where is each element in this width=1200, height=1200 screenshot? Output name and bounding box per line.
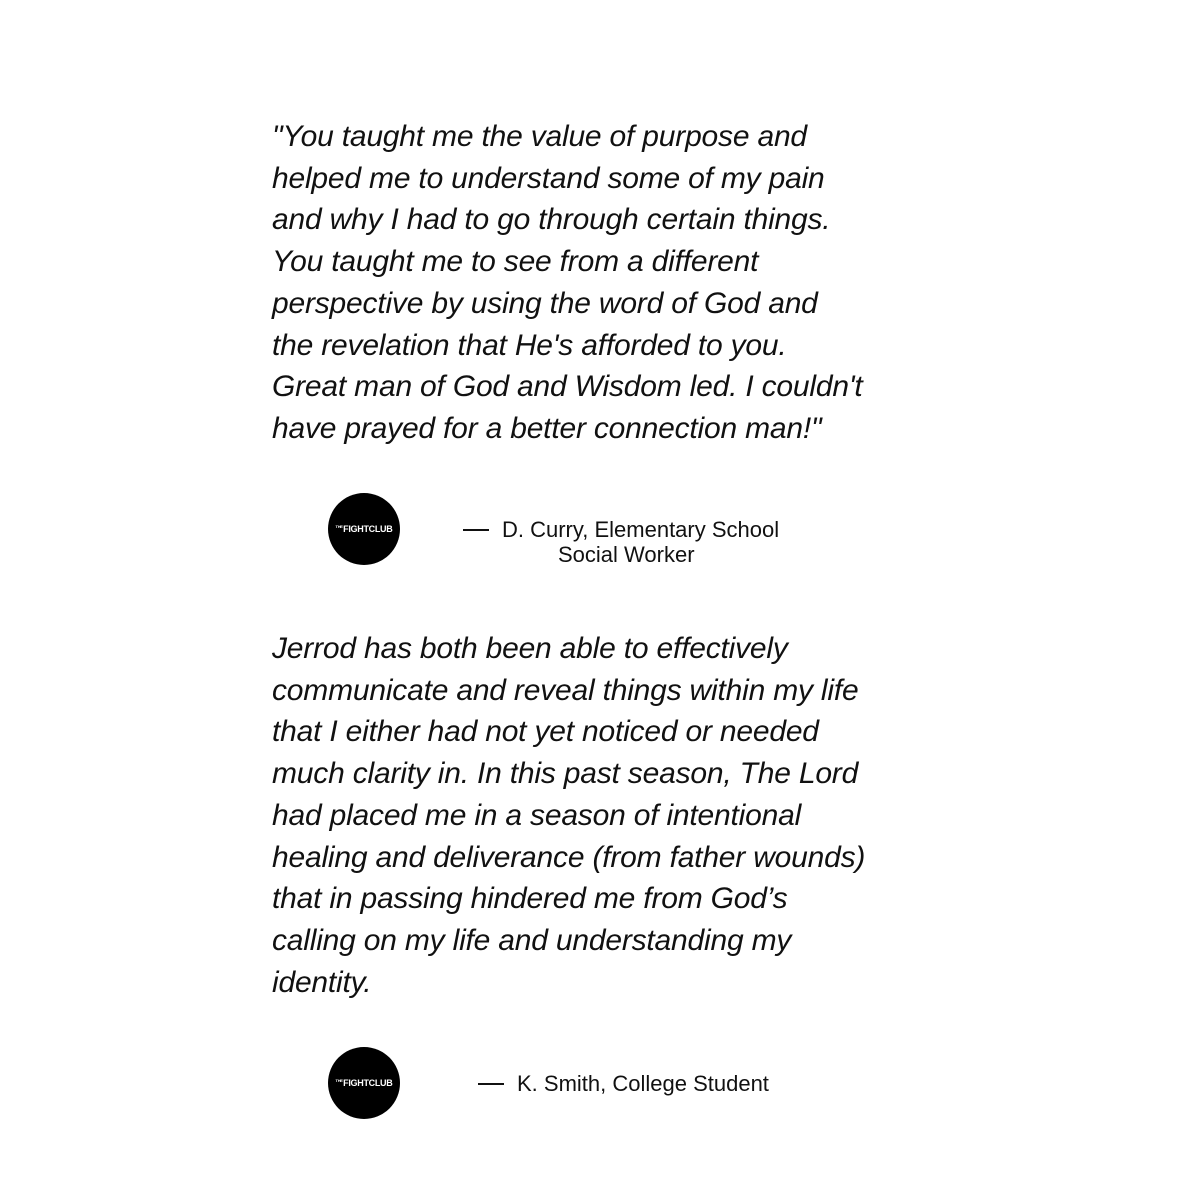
- quote-line: much clarity in. In this past season, The Lord: [272, 757, 859, 791]
- quote-line: and why I had to go through certain things.: [272, 203, 831, 237]
- quote-line: calling on my life and understanding my: [272, 923, 792, 957]
- quote-line: that I either had not yet noticed or needed: [272, 715, 819, 749]
- em-dash: [463, 529, 489, 531]
- quote-line: that in passing hindered me from God’s: [272, 882, 788, 916]
- fightclub-logo: [328, 493, 400, 565]
- em-dash: [478, 1083, 504, 1085]
- testimonial-quote: [272, 628, 932, 1003]
- quote-line: healing and deliverance (from father wounds): [272, 840, 866, 874]
- quote-line: Jerrod has both been able to effectively: [272, 632, 788, 665]
- quote-line: You taught me to see from a different: [272, 245, 759, 279]
- quote-line: had placed me in a season of intentional: [272, 798, 802, 832]
- fightclub-logo: [328, 1047, 400, 1119]
- quote-line: Great man of God and Wisdom led. I couldn't: [272, 370, 863, 404]
- attribution-line2: Social Worker: [558, 542, 695, 567]
- quote-line: perspective by using the word of God and: [272, 286, 818, 320]
- quote-line: identity.: [272, 965, 372, 999]
- logo-prefix: THE: [335, 1078, 343, 1083]
- attribution-line1: K. Smith, College Student: [517, 1071, 769, 1096]
- logo-name: FIGHTCLUB: [343, 524, 393, 534]
- logo-prefix: THE: [335, 524, 343, 529]
- quote-line: the revelation that He's afforded to you.: [272, 328, 787, 362]
- logo-name: FIGHTCLUB: [343, 1078, 393, 1088]
- testimonial-attribution: [478, 1071, 769, 1096]
- quote-line: "You taught me the value of purpose and: [272, 120, 807, 153]
- quote-line: communicate and reveal things within my life: [272, 673, 859, 707]
- testimonial-attribution: [463, 517, 779, 567]
- attribution-line1: D. Curry, Elementary School: [502, 517, 780, 542]
- quote-line: have prayed for a better connection man!": [272, 411, 822, 445]
- logo-wordmark: [336, 524, 393, 534]
- logo-wordmark: [336, 1078, 393, 1088]
- testimonial-quote: [272, 116, 932, 450]
- quote-line: helped me to understand some of my pain: [272, 161, 825, 195]
